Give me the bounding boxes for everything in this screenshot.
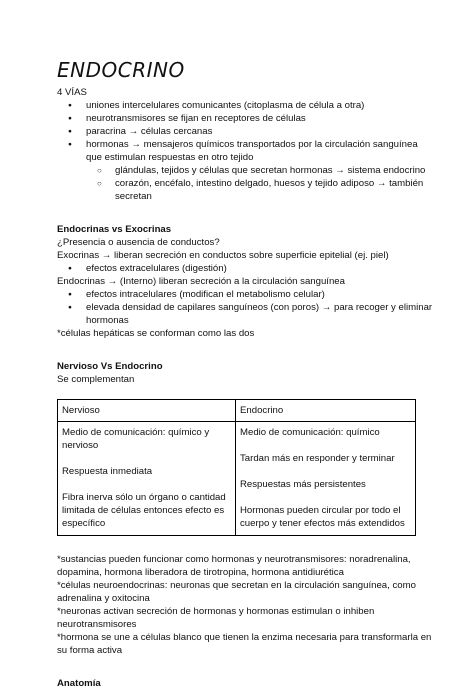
table-row	[58, 422, 416, 536]
note-line: *neuronas activan secreción de hormonas y hormonas estimulan o inhiben neurotransmisores	[57, 606, 375, 630]
endocrinas-line: Endocrinas → (Interno) liberan secreción a la circulación sanguínea	[57, 276, 345, 287]
cell-text: Hormonas pueden circular por todo el cuerpo y tener efectos más extendidos	[240, 505, 405, 529]
exocrinas-list	[57, 262, 434, 275]
cell-text: Respuesta inmediata	[62, 466, 153, 477]
cell-text: Medio de comunicación: químico y nervioso	[62, 427, 210, 451]
list-item: ● efectos extracelulares (digestión)	[57, 262, 434, 275]
note-line: *células neuroendocrinas: neuronas que secretan en la circulación sanguínea, como adrenalina y oxitocina	[57, 580, 416, 604]
list-item: ● neurotransmisores se fijan en receptores de células	[57, 112, 434, 125]
document-title: ENDOCRINO	[57, 58, 185, 82]
vias-list	[57, 99, 434, 164]
anatomia-heading: Anatomía	[57, 678, 101, 689]
list-item: ● elevada densidad de capilares sanguíneos (con poros) → para recoger y eliminar hormonas	[57, 301, 434, 327]
nervioso-subheading: Se complementan	[57, 374, 135, 385]
table-header-endocrino: Endocrino	[236, 400, 416, 422]
endocrinas-list	[57, 288, 434, 327]
cell-text: Fibra inerva sólo un órgano o cantidad limitada de células entonces efecto es específico	[62, 492, 226, 529]
endo-exo-heading: Endocrinas vs Exocrinas	[57, 224, 172, 235]
list-item: ● hormonas → mensajeros químicos transportados por la circulación sanguínea que estimulan respuestas en otro tejido	[57, 138, 434, 164]
note-line: *hormona se une a células blanco que tienen la enzima necesaria para transformarla en su forma activa	[57, 632, 432, 656]
hormonas-sublist	[57, 164, 434, 203]
vias-heading: 4 VÍAS	[57, 87, 87, 98]
list-item: ● paracrina → células cercanas	[57, 125, 434, 138]
table-header-row	[58, 400, 416, 422]
table-cell-endocrino	[236, 422, 416, 536]
list-item: ● efectos intracelulares (modifican el metabolismo celular)	[57, 288, 434, 301]
cell-text: Medio de comunicación: químico	[240, 427, 380, 438]
hepaticas-note: *células hepáticas se conforman como las dos	[57, 328, 255, 339]
table-cell-nervioso	[58, 422, 236, 536]
list-item: ○ glándulas, tejidos y células que secretan hormonas → sistema endocrino	[57, 164, 434, 177]
comparison-table	[57, 399, 416, 536]
cell-text: Tardan más en responder y terminar	[240, 453, 395, 464]
nervioso-heading: Nervioso Vs Endocrino	[57, 361, 163, 372]
endo-exo-question: ¿Presencia o ausencia de conductos?	[57, 237, 220, 248]
table-header-nervioso: Nervioso	[58, 400, 236, 422]
note-line: *sustancias pueden funcionar como hormonas y neurotransmisores: noradrenalina, dopamina, hormona liberadora de tirotropina, hormona antidiurética	[57, 554, 411, 578]
list-item: ● uniones intercelulares comunicantes (citoplasma de célula a otra)	[57, 99, 434, 112]
exocrinas-line: Exocrinas → liberan secreción en conductos sobre superficie epitelial (ej. piel)	[57, 250, 389, 261]
list-item: ○ corazón, encéfalo, intestino delgado, huesos y tejido adiposo → también secretan	[57, 177, 434, 203]
cell-text: Respuestas más persistentes	[240, 479, 366, 490]
